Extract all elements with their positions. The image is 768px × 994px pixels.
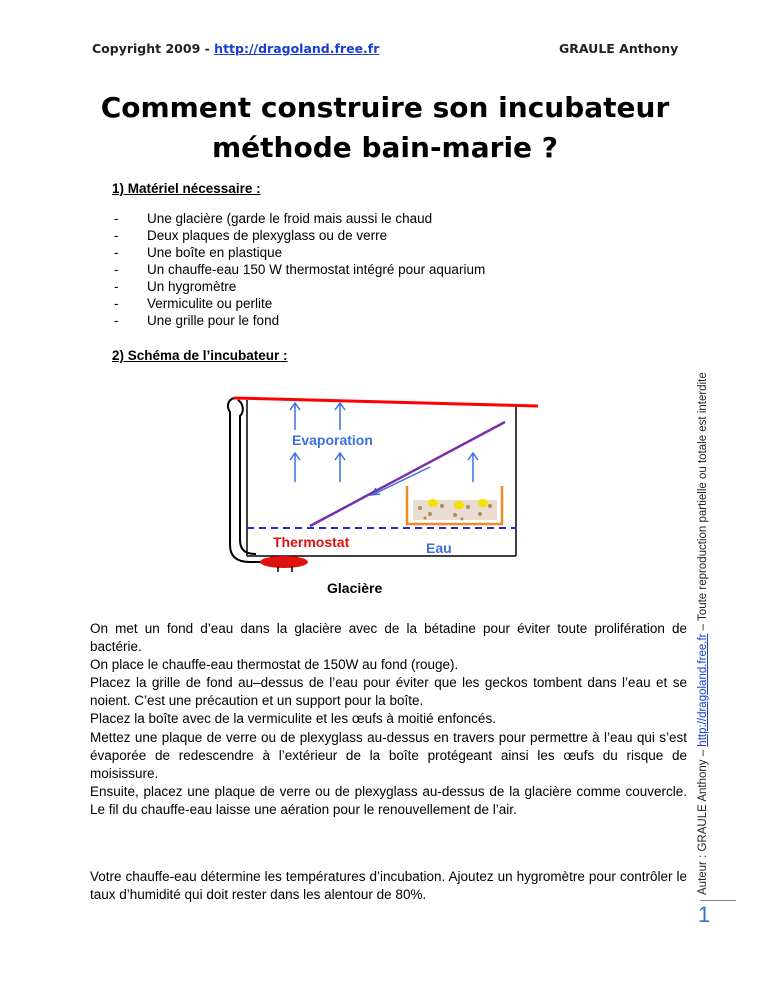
paragraph: Placez la grille de fond au–dessus de l’eau pour éviter que les geckos tombent dans l’eau et se noient. C’est une précaution et un support pour la boîte. <box>90 675 687 709</box>
arrow-up-icon <box>290 403 300 430</box>
egg-icon <box>454 501 464 509</box>
paragraph: Placez la boîte avec de la vermiculite et les œufs à moitié enfoncés. <box>90 711 496 727</box>
water-label: Eau <box>426 540 452 556</box>
egg-icon <box>428 499 438 507</box>
title-line-1: Comment construire son incubateur <box>100 91 670 124</box>
power-cord <box>228 398 275 562</box>
lid-plate <box>234 398 538 406</box>
thermostat-heater <box>260 556 308 568</box>
list-item: - Deux plaques de plexyglass ou de verre <box>112 227 485 244</box>
page-title <box>60 88 710 168</box>
arrow-up-icon <box>468 453 478 482</box>
list-item: - Un hygromètre <box>112 278 485 295</box>
paragraph: On place le chauffe-eau thermostat de 150W au fond (rouge). <box>90 657 459 673</box>
sidebar-author: Auteur : GRAULE Anthony – <box>697 746 709 895</box>
section-heading-diagram: 2) Schéma de l’incubateur : <box>112 348 288 363</box>
copyright-text: Copyright 2009 - <box>92 41 215 56</box>
evaporation-arrows <box>290 403 478 495</box>
section-heading-materials: 1) Matériel nécessaire : <box>112 181 261 196</box>
arrow-down-icon <box>371 467 430 495</box>
thermostat-label: Thermostat <box>273 534 350 550</box>
paragraph: Mettez une plaque de verre ou de plexyglass au-dessus en travers pour permettre à l’eau qui s’est évaporée de redescendre à l’extérieur de la boîte protégeant ainsi les œufs du risque de moisissure. <box>90 729 687 781</box>
incubator-diagram <box>220 390 550 605</box>
list-item: - Un chauffe-eau 150 W thermostat intégré pour aquarium <box>112 261 485 278</box>
title-line-2: méthode bain-marie ? <box>211 131 559 164</box>
list-item: - Vermiculite ou perlite <box>112 295 485 312</box>
evaporation-label: Evaporation <box>292 432 373 448</box>
cooler-label: Glacière <box>327 580 383 596</box>
page-number-rule <box>700 900 736 901</box>
page-number: 1 <box>698 902 711 927</box>
paragraph: Ensuite, placez une plaque de verre ou de plexyglass au-dessus de la glacière comme couvercle. Le fil du chauffe-eau laisse une aération pour le renouvellement de l’air. <box>90 783 687 817</box>
arrow-up-icon <box>335 403 345 430</box>
header-url-link[interactable]: http://dragoland.free.fr <box>214 41 380 56</box>
closing-paragraph: Votre chauffe-eau détermine les températures d’incubation. Ajoutez un hygromètre pour contrôler le taux d’humidité qui doit rester dans les alentour de 80%. <box>90 869 687 903</box>
sidebar-rights: – Toute reproduction partielle ou totale est interdite <box>697 372 709 634</box>
arrow-up-icon <box>290 453 300 482</box>
header-copyright <box>92 41 379 56</box>
list-item: - Une boîte en plastique <box>112 244 485 261</box>
body-text <box>90 620 687 819</box>
header-author: GRAULE Anthony <box>559 41 679 56</box>
list-item: - Une grille pour le fond <box>112 312 485 329</box>
arrow-up-icon <box>335 453 345 482</box>
materials-list <box>112 210 485 329</box>
list-item: - Une glacière (garde le froid mais aussi le chaud <box>112 210 485 227</box>
sidebar-url-link[interactable]: http://dragoland.free.fr <box>697 633 709 747</box>
paragraph: On met un fond d’eau dans la glacière avec de la bétadine pour éviter toute prolifération de bactérie. <box>90 621 687 655</box>
egg-icon <box>478 499 488 507</box>
sidebar-notice <box>697 372 709 895</box>
